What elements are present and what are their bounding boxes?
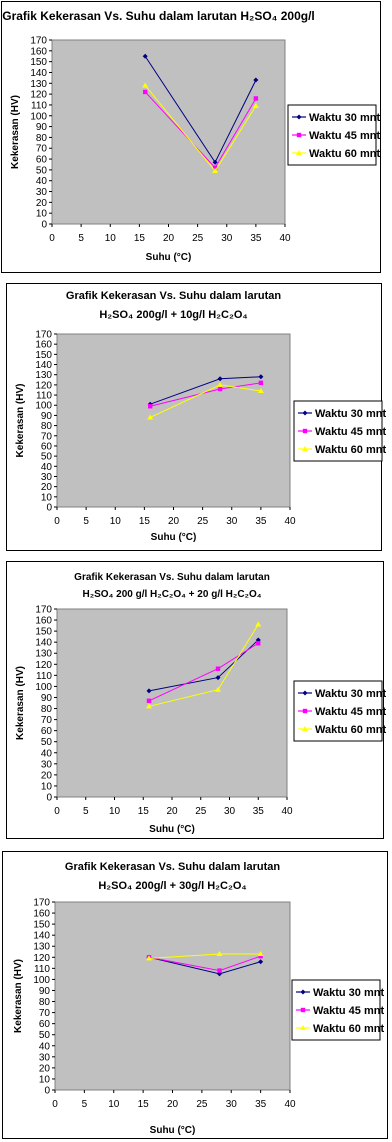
- x-tick-label: 10: [109, 516, 121, 527]
- y-tick-label: 70: [40, 431, 52, 443]
- y-tick-label: 90: [40, 692, 52, 704]
- x-axis-label: Suhu (°C): [149, 1125, 196, 1136]
- y-tick-label: 130: [35, 648, 52, 660]
- data-point: [297, 133, 301, 137]
- y-tick-label: 0: [46, 792, 52, 804]
- y-tick-label: 110: [36, 670, 52, 682]
- data-point: [218, 387, 222, 391]
- y-tick-label: 80: [35, 132, 47, 144]
- y-tick-label: 50: [40, 451, 52, 463]
- chart-2-svg: [7, 284, 387, 552]
- y-tick-label: 100: [33, 974, 50, 986]
- y-axis-label: Kekerasan (HV): [10, 95, 21, 169]
- x-tick-label: 5: [81, 1099, 88, 1110]
- x-tick-label: 40: [281, 806, 293, 817]
- x-axis-label: Suhu (°C): [149, 824, 195, 835]
- y-tick-label: 0: [46, 502, 52, 514]
- y-tick-label: 60: [35, 154, 47, 166]
- x-tick-label: 25: [195, 806, 207, 817]
- y-axis-label: Kekerasan (HV): [13, 959, 24, 1033]
- y-tick-label: 20: [38, 1063, 50, 1075]
- x-tick-label: 20: [166, 806, 178, 817]
- legend-label: Waktu 45 mnt: [309, 130, 381, 142]
- y-tick-label: 150: [30, 57, 47, 69]
- y-tick-label: 140: [30, 67, 47, 79]
- x-tick-label: 5: [83, 516, 89, 527]
- y-tick-label: 50: [38, 1030, 50, 1042]
- x-tick-label: 40: [284, 516, 296, 527]
- legend-label: Waktu 45 mnt: [315, 426, 387, 438]
- y-tick-label: 150: [35, 349, 52, 361]
- chart-panel-1: [1, 1, 381, 273]
- y-tick-label: 50: [40, 737, 52, 749]
- chart-panel-4: [2, 851, 388, 1139]
- x-tick-label: 25: [192, 233, 204, 244]
- y-tick-label: 30: [35, 187, 47, 199]
- y-tick-label: 160: [35, 615, 52, 627]
- plot-area: [57, 334, 290, 507]
- legend-label: Waktu 45 mnt: [313, 1005, 385, 1017]
- x-tick-label: 25: [197, 516, 209, 527]
- y-tick-label: 90: [40, 410, 52, 422]
- y-tick-label: 170: [30, 35, 47, 47]
- x-tick-label: 10: [108, 806, 121, 817]
- x-tick-label: 20: [166, 1099, 179, 1110]
- data-point: [147, 699, 151, 703]
- x-tick-label: 20: [162, 233, 175, 244]
- x-tick-label: 30: [226, 516, 238, 527]
- y-tick-label: 110: [31, 100, 47, 112]
- y-tick-label: 80: [40, 704, 52, 716]
- legend-label: Waktu 30 mnt: [315, 688, 387, 700]
- y-tick-label: 0: [41, 219, 47, 231]
- legend-label: Waktu 30 mnt: [313, 987, 385, 999]
- y-tick-label: 120: [33, 952, 50, 964]
- plot-area: [55, 902, 290, 1090]
- y-tick-label: 130: [35, 370, 52, 382]
- y-tick-label: 120: [30, 89, 47, 101]
- chart-title: Grafik Kekerasan Vs. Suhu dalam larutan: [65, 290, 282, 302]
- y-tick-label: 30: [40, 759, 52, 771]
- x-tick-label: 15: [137, 1099, 149, 1110]
- y-tick-label: 20: [40, 482, 52, 494]
- chart-4-svg: [3, 852, 389, 1140]
- chart-1-svg: [2, 2, 382, 274]
- chart-title: H₂SO₄ 200g/l + 10g/l H₂C₂O₄: [99, 309, 248, 321]
- x-tick-label: 35: [252, 806, 264, 817]
- x-tick-label: 30: [225, 1099, 237, 1110]
- data-point: [303, 709, 307, 713]
- y-tick-label: 60: [40, 726, 52, 738]
- y-tick-label: 10: [38, 1074, 50, 1086]
- y-tick-label: 60: [40, 441, 52, 453]
- y-tick-label: 150: [33, 919, 50, 931]
- y-tick-label: 80: [40, 421, 52, 433]
- legend-label: Waktu 60 mnt: [313, 1023, 385, 1035]
- y-tick-label: 170: [35, 604, 52, 616]
- chart-panel-2: [6, 283, 387, 551]
- y-tick-label: 160: [33, 908, 50, 920]
- chart-3-svg: [7, 562, 385, 840]
- y-tick-label: 70: [35, 143, 47, 155]
- y-tick-label: 170: [35, 329, 52, 341]
- chart-title: H₂SO₄ 200g/l + 30g/l H₂C₂O₄: [98, 880, 247, 892]
- y-tick-label: 80: [38, 997, 50, 1009]
- chart-title: Grafik Kekerasan Vs. Suhu dalam larutan: [74, 572, 270, 583]
- x-tick-label: 15: [133, 233, 145, 244]
- y-tick-label: 40: [38, 1041, 50, 1053]
- plot-area: [57, 609, 287, 797]
- y-tick-label: 120: [35, 380, 52, 392]
- y-tick-label: 70: [40, 715, 52, 727]
- y-tick-label: 100: [30, 111, 47, 123]
- y-tick-label: 130: [30, 78, 47, 90]
- y-tick-label: 150: [35, 626, 52, 638]
- y-tick-label: 110: [34, 963, 50, 975]
- chart-title: Grafik Kekerasan Vs. Suhu dalam larutan: [64, 861, 281, 873]
- y-tick-label: 160: [35, 339, 52, 351]
- y-tick-label: 90: [35, 122, 47, 134]
- y-tick-label: 100: [35, 400, 52, 412]
- x-tick-label: 0: [54, 516, 60, 527]
- y-tick-label: 0: [44, 1085, 50, 1097]
- x-tick-label: 0: [54, 806, 60, 817]
- y-axis-label: Kekerasan (HV): [15, 666, 26, 740]
- y-tick-label: 100: [35, 681, 52, 693]
- x-tick-label: 0: [52, 1099, 58, 1110]
- x-tick-label: 5: [78, 233, 84, 244]
- y-tick-label: 20: [35, 197, 47, 209]
- y-tick-label: 140: [35, 360, 52, 372]
- x-tick-label: 30: [221, 233, 233, 244]
- y-tick-label: 50: [35, 165, 47, 177]
- chart-title: H₂SO₄ 200 g/l H₂C₂O₄ + 20 g/l H₂C₂O₄: [82, 589, 262, 600]
- data-point: [254, 96, 258, 100]
- chart-title: Grafik Kekerasan Vs. Suhu dalam larutan H₂SO₄ 200g/l: [2, 9, 315, 23]
- y-tick-label: 20: [40, 770, 52, 782]
- x-tick-label: 35: [255, 516, 267, 527]
- x-tick-label: 35: [255, 1099, 267, 1110]
- y-tick-label: 160: [30, 46, 47, 58]
- y-tick-label: 40: [40, 748, 52, 760]
- legend-label: Waktu 60 mnt: [315, 444, 387, 456]
- legend-label: Waktu 60 mnt: [309, 148, 381, 160]
- y-tick-label: 70: [38, 1008, 50, 1020]
- data-point: [148, 404, 152, 408]
- y-tick-label: 40: [35, 176, 47, 188]
- legend-label: Waktu 30 mnt: [309, 112, 381, 124]
- x-tick-label: 25: [196, 1099, 208, 1110]
- legend-label: Waktu 30 mnt: [315, 408, 387, 420]
- y-tick-label: 10: [40, 492, 52, 504]
- y-tick-label: 40: [40, 461, 52, 473]
- data-point: [216, 667, 220, 671]
- x-tick-label: 10: [108, 1099, 120, 1110]
- y-tick-label: 60: [38, 1019, 50, 1031]
- data-point: [303, 429, 307, 433]
- x-tick-label: 15: [138, 516, 150, 527]
- y-tick-label: 110: [36, 390, 52, 402]
- y-tick-label: 10: [40, 781, 52, 793]
- y-tick-label: 30: [38, 1052, 50, 1064]
- y-tick-label: 170: [33, 897, 50, 909]
- data-point: [217, 968, 221, 972]
- y-tick-label: 30: [40, 471, 52, 483]
- y-tick-label: 120: [35, 659, 52, 671]
- legend-label: Waktu 45 mnt: [315, 706, 387, 718]
- x-axis-label: Suhu (°C): [150, 532, 197, 543]
- chart-panel-3: [6, 561, 387, 839]
- data-point: [301, 1008, 305, 1012]
- y-tick-label: 10: [35, 208, 47, 220]
- y-axis-label: Kekerasan (HV): [15, 383, 26, 458]
- x-tick-label: 40: [284, 1099, 296, 1110]
- x-tick-label: 35: [250, 233, 262, 244]
- data-point: [259, 381, 263, 385]
- data-point: [143, 90, 147, 94]
- legend-label: Waktu 60 mnt: [315, 724, 387, 736]
- x-tick-label: 30: [223, 806, 236, 817]
- x-tick-label: 10: [104, 233, 116, 244]
- data-point: [256, 641, 260, 645]
- y-tick-label: 140: [35, 637, 52, 649]
- x-tick-label: 40: [279, 233, 291, 244]
- plot-area: [52, 40, 285, 224]
- y-tick-label: 90: [38, 985, 50, 997]
- x-tick-label: 15: [137, 806, 149, 817]
- x-axis-label: Suhu (°C): [145, 252, 192, 263]
- y-tick-label: 140: [33, 930, 50, 942]
- x-tick-label: 0: [49, 233, 55, 244]
- y-tick-label: 130: [33, 941, 50, 953]
- x-tick-label: 20: [167, 516, 180, 527]
- x-tick-label: 5: [82, 806, 89, 817]
